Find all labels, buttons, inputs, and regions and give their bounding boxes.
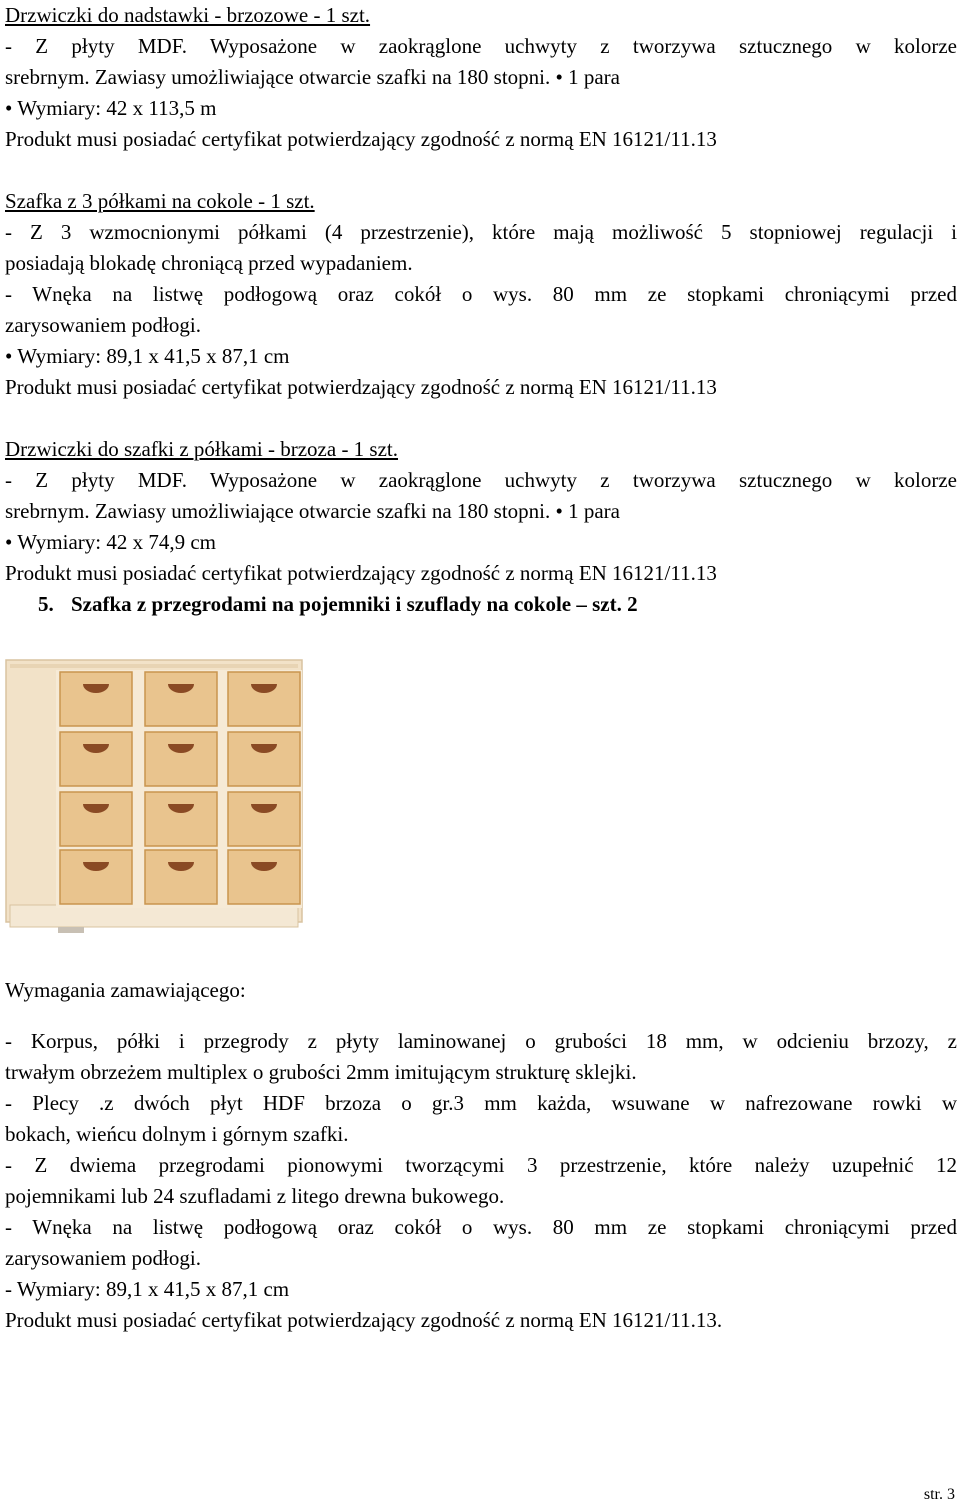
paragraph-line: • Wymiary: 89,1 x 41,5 x 87,1 cm — [5, 344, 290, 368]
section-title-door-topper: Drzwiczki do nadstawki - brzozowe - 1 szt. — [5, 3, 371, 27]
document-page — [5, 0, 957, 620]
heading-text: Szafka z przegrodami na pojemniki i szuflady na cokole – szt. 2 — [71, 592, 638, 616]
drawer — [145, 792, 217, 846]
requirements-block — [5, 975, 957, 1336]
paragraph-line: - Z płyty MDF. Wyposażone w zaokrąglone uchwyty z tworzywa sztucznego w kolorze — [5, 34, 957, 58]
requirements-title: Wymagania zamawiającego: — [5, 978, 246, 1002]
paragraph-line: Produkt musi posiadać certyfikat potwierdzający zgodność z normą EN 16121/11.13 — [5, 561, 717, 585]
paragraph-line: Produkt musi posiadać certyfikat potwierdzający zgodność z normą EN 16121/11.13 — [5, 375, 717, 399]
drawer — [60, 792, 132, 846]
paragraph-line: - Wnęka na listwę podłogową oraz cokół o wys. 80 mm ze stopkami chroniącymi przed — [5, 282, 957, 306]
section-title-shelf-cabinet: Szafka z 3 półkami na cokole - 1 szt. — [5, 189, 315, 213]
paragraph-line: - Plecy .z dwóch płyt HDF brzoza o gr.3 mm każda, wsuwane w nafrezowane rowki w — [5, 1091, 957, 1115]
paragraph-line: - Z płyty MDF. Wyposażone w zaokrąglone uchwyty z tworzywa sztucznego w kolorze — [5, 468, 957, 492]
paragraph-line: - Wymiary: 89,1 x 41,5 x 87,1 cm — [5, 1277, 290, 1301]
drawer — [145, 672, 217, 726]
paragraph-line: pojemnikami lub 24 szufladami z litego drewna bukowego. — [5, 1184, 505, 1208]
drawer — [228, 732, 300, 786]
drawer — [145, 732, 217, 786]
paragraph-line: - Z 3 wzmocnionymi półkami (4 przestrzenie), które mają możliwość 5 stopniowej regulacji i — [5, 220, 957, 244]
section-title-cabinet-door: Drzwiczki do szafki z półkami - brzoza - 1 szt. — [5, 437, 399, 461]
paragraph-line: - Z dwiema przegrodami pionowymi tworzącymi 3 przestrzenie, które należy uzupełnić 12 — [5, 1153, 957, 1177]
drawer — [145, 850, 217, 904]
paragraph-line: Produkt musi posiadać certyfikat potwierdzający zgodność z normą EN 16121/11.13 — [5, 127, 717, 151]
heading-number: 5. — [38, 592, 54, 616]
paragraph-line: srebrnym. Zawiasy umożliwiające otwarcie szafki na 180 stopni. • 1 para — [5, 499, 620, 523]
cabinet-illustration — [0, 650, 310, 950]
paragraph-line: trwałym obrzeżem multiplex o grubości 2mm imitującym strukturę sklejki. — [5, 1060, 637, 1084]
paragraph-line: • Wymiary: 42 x 113,5 m — [5, 96, 217, 120]
drawer — [228, 672, 300, 726]
numbered-heading — [5, 589, 957, 620]
paragraph-line: bokach, wieńcu dolnym i górnym szafki. — [5, 1122, 349, 1146]
paragraph-line: • Wymiary: 42 x 74,9 cm — [5, 530, 217, 554]
paragraph-line: zarysowaniem podłogi. — [5, 1246, 201, 1270]
paragraph-line: zarysowaniem podłogi. — [5, 313, 201, 337]
page-number: str. 3 — [923, 1486, 955, 1503]
paragraph-line: Produkt musi posiadać certyfikat potwierdzający zgodność z normą EN 16121/11.13. — [5, 1308, 723, 1332]
paragraph-line: - Korpus, półki i przegrody z płyty laminowanej o grubości 18 mm, w odcieniu brzozy, z — [5, 1029, 957, 1053]
drawer — [60, 672, 132, 726]
drawer — [228, 792, 300, 846]
drawer — [60, 850, 132, 904]
drawer — [228, 850, 300, 904]
paragraph-line: srebrnym. Zawiasy umożliwiające otwarcie szafki na 180 stopni. • 1 para — [5, 65, 620, 89]
paragraph-line: - Wnęka na listwę podłogową oraz cokół o wys. 80 mm ze stopkami chroniącymi przed — [5, 1215, 957, 1239]
paragraph-line: posiadają blokadę chroniącą przed wypadaniem. — [5, 251, 413, 275]
drawer — [60, 732, 132, 786]
